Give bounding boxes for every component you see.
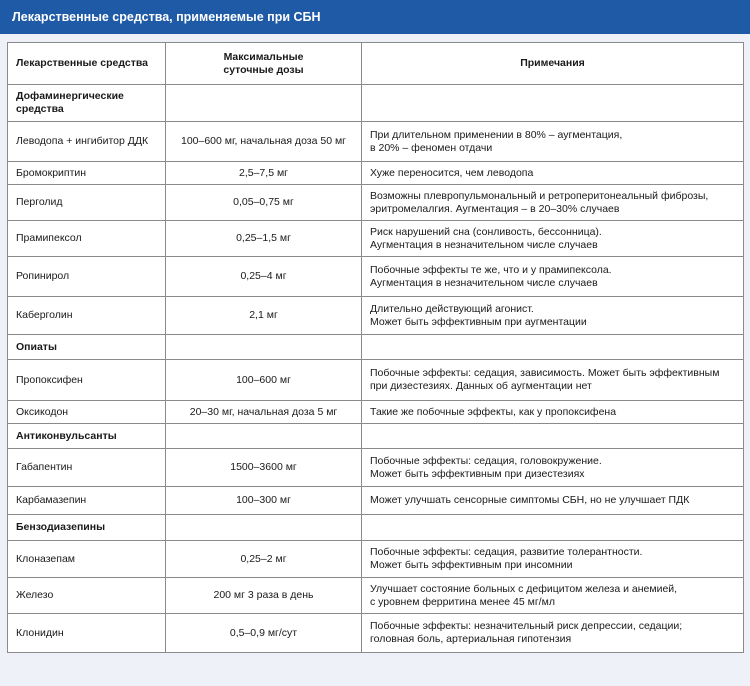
table-row <box>8 449 744 487</box>
category-name: Бензодиазепины <box>8 515 166 541</box>
category-row <box>8 515 744 541</box>
max-daily-dose: 0,5–0,9 мг/сут <box>166 614 362 653</box>
max-daily-dose: 100–600 мг <box>166 360 362 401</box>
table-row <box>8 401 744 424</box>
notes: Может улучшать сенсорные симптомы СБН, но не улучшает ПДК <box>362 487 744 515</box>
category-row <box>8 335 744 360</box>
max-daily-dose: 20–30 мг, начальная доза 5 мг <box>166 401 362 424</box>
category-name: Опиаты <box>8 335 166 360</box>
notes: Побочные эффекты: седация, зависимость. Может быть эффективным при дизестезиях. Данных об аугментации нет <box>362 360 744 401</box>
empty-dose-cell <box>166 424 362 449</box>
drug-name: Железо <box>8 578 166 614</box>
notes: Риск нарушений сна (сонливость, бессонница). Аугментация в незначительном числе случаев <box>362 221 744 257</box>
notes: Побочные эффекты: незначительный риск депрессии, седации; головная боль, артериальная гипотензия <box>362 614 744 653</box>
drug-name: Леводопа + ингибитор ДДК <box>8 122 166 162</box>
table-row <box>8 221 744 257</box>
notes: Возможны плевропульмональный и ретроперитонеальный фиброзы, эритромелалгия. Аугментация – в 20–30% случаев <box>362 185 744 221</box>
drug-table <box>7 42 744 653</box>
max-daily-dose: 2,1 мг <box>166 297 362 335</box>
max-daily-dose: 2,5–7,5 мг <box>166 162 362 185</box>
notes: Хуже переносится, чем леводопа <box>362 162 744 185</box>
drug-name: Ропинирол <box>8 257 166 297</box>
empty-notes-cell <box>362 85 744 122</box>
drug-name: Карбамазепин <box>8 487 166 515</box>
empty-notes-cell <box>362 515 744 541</box>
table-title: Лекарственные средства, применяемые при СБН <box>0 0 750 34</box>
max-daily-dose: 0,25–4 мг <box>166 257 362 297</box>
category-name: Дофаминергические средства <box>8 85 166 122</box>
table-row <box>8 162 744 185</box>
max-daily-dose: 100–300 мг <box>166 487 362 515</box>
empty-notes-cell <box>362 335 744 360</box>
empty-dose-cell <box>166 335 362 360</box>
notes: Побочные эффекты: седация, головокружение. Может быть эффективным при дизестезиях <box>362 449 744 487</box>
table-row <box>8 541 744 578</box>
table-row <box>8 122 744 162</box>
header-notes: Примечания <box>362 43 744 85</box>
drug-name: Оксикодон <box>8 401 166 424</box>
drug-name: Бромокриптин <box>8 162 166 185</box>
empty-dose-cell <box>166 85 362 122</box>
table-row <box>8 614 744 653</box>
drug-name: Пропоксифен <box>8 360 166 401</box>
drug-name: Прамипексол <box>8 221 166 257</box>
drug-name: Клонидин <box>8 614 166 653</box>
max-daily-dose: 100–600 мг, начальная доза 50 мг <box>166 122 362 162</box>
empty-dose-cell <box>166 515 362 541</box>
max-daily-dose: 200 мг 3 раза в день <box>166 578 362 614</box>
max-daily-dose: 1500–3600 мг <box>166 449 362 487</box>
notes: Длительно действующий агонист. Может быть эффективным при аугментации <box>362 297 744 335</box>
table-row <box>8 257 744 297</box>
max-daily-dose: 0,25–1,5 мг <box>166 221 362 257</box>
table-row <box>8 578 744 614</box>
drug-name: Каберголин <box>8 297 166 335</box>
table-header-row <box>8 43 744 85</box>
drug-name: Габапентин <box>8 449 166 487</box>
category-row <box>8 85 744 122</box>
drug-name: Перголид <box>8 185 166 221</box>
max-daily-dose: 0,25–2 мг <box>166 541 362 578</box>
table-row <box>8 297 744 335</box>
category-row <box>8 424 744 449</box>
header-drug: Лекарственные средства <box>8 43 166 85</box>
table-row <box>8 360 744 401</box>
table-body <box>8 85 744 653</box>
notes: Побочные эффекты: седация, развитие толерантности. Может быть эффективным при инсомнии <box>362 541 744 578</box>
drug-name: Клоназепам <box>8 541 166 578</box>
notes: Побочные эффекты те же, что и у прамипексола. Аугментация в незначительном числе случаев <box>362 257 744 297</box>
table-row <box>8 185 744 221</box>
max-daily-dose: 0,05–0,75 мг <box>166 185 362 221</box>
empty-notes-cell <box>362 424 744 449</box>
notes: При длительном применении в 80% – аугментация, в 20% – феномен отдачи <box>362 122 744 162</box>
notes: Такие же побочные эффекты, как у пропоксифена <box>362 401 744 424</box>
category-name: Антиконвульсанты <box>8 424 166 449</box>
header-dose: Максимальные суточные дозы <box>166 43 362 85</box>
notes: Улучшает состояние больных с дефицитом железа и анемией, с уровнем ферритина менее 45 мг/мл <box>362 578 744 614</box>
table-row <box>8 487 744 515</box>
